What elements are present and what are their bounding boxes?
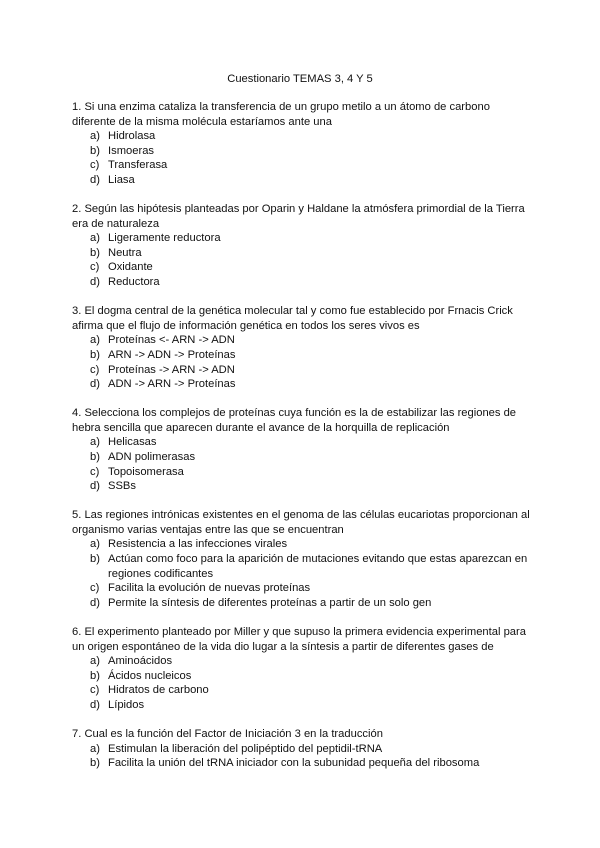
question-text: 4. Selecciona los complejos de proteínas cuya función es la de estabilizar las regiones de hebra sencilla que aparecen durante el avance de la horquilla de replicación <box>72 407 517 434</box>
option-text: SSBs <box>108 480 136 493</box>
answer-option <box>72 698 534 713</box>
answer-options <box>72 333 534 391</box>
option-text: Liasa <box>108 173 135 186</box>
option-letter: a) <box>90 742 100 755</box>
option-letter: a) <box>90 655 100 668</box>
option-letter: b) <box>90 757 100 770</box>
answer-option <box>72 465 534 480</box>
option-text: Reductora <box>108 276 160 289</box>
option-letter: d) <box>90 276 100 289</box>
answer-option <box>72 377 534 392</box>
option-text: Helicasas <box>108 436 157 449</box>
answer-option <box>72 581 534 596</box>
answer-option <box>72 654 534 669</box>
option-text: Proteínas -> ARN -> ADN <box>108 363 235 376</box>
answer-option <box>72 537 534 552</box>
option-text: Aminoácidos <box>108 655 173 668</box>
option-letter: d) <box>90 596 100 609</box>
option-letter: b) <box>90 246 100 259</box>
question-text: 5. Las regiones intrónicas existentes en el genoma de las células eucariotas proporcionan al organismo varias ventajas entre las que se encuentran <box>72 509 530 536</box>
option-letter: c) <box>90 363 100 376</box>
option-letter: b) <box>90 348 100 361</box>
document-title: Cuestionario TEMAS 3, 4 Y 5 <box>227 73 373 85</box>
option-letter: c) <box>90 684 100 697</box>
answer-option <box>72 596 534 611</box>
option-letter: b) <box>90 450 100 463</box>
option-text: ARN -> ADN -> Proteínas <box>108 348 236 361</box>
option-text: Neutra <box>108 246 142 259</box>
option-text: Hidratos de carbono <box>108 684 209 697</box>
answer-option <box>72 683 534 698</box>
option-text: Ismoeras <box>108 144 155 157</box>
option-text: Proteínas <- ARN -> ADN <box>108 334 235 347</box>
question-4 <box>72 406 534 494</box>
question-text: 2. Según las hipótesis planteadas por Oparin y Haldane la atmósfera primordial de la Tierra era de naturaleza <box>72 203 525 230</box>
answer-option <box>72 231 534 246</box>
option-letter: d) <box>90 480 100 493</box>
option-text: Oxidante <box>108 261 153 274</box>
option-text: ADN polimerasas <box>108 450 196 463</box>
option-letter: b) <box>90 553 100 566</box>
answer-option <box>72 552 534 581</box>
option-letter: c) <box>90 582 100 595</box>
answer-option <box>72 144 534 159</box>
question-text: 7. Cual es la función del Factor de Iniciación 3 en la traducción <box>72 727 383 740</box>
answer-option <box>72 260 534 275</box>
option-letter: d) <box>90 698 100 711</box>
question-6 <box>72 625 534 713</box>
option-text: Ácidos nucleicos <box>108 669 192 682</box>
question-5 <box>72 508 534 610</box>
answer-option <box>72 275 534 290</box>
option-letter: d) <box>90 378 100 391</box>
option-text: Lípidos <box>108 698 145 711</box>
option-letter: d) <box>90 173 100 186</box>
answer-option <box>72 333 534 348</box>
answer-option <box>72 435 534 450</box>
option-text: ADN -> ARN -> Proteínas <box>108 378 236 391</box>
option-text: Estimulan la liberación del polipéptido del peptidil-tRNA <box>108 742 383 755</box>
option-text: Facilita la unión del tRNA iniciador con la subunidad pequeña del ribosoma <box>108 757 480 770</box>
option-letter: a) <box>90 130 100 143</box>
option-letter: c) <box>90 465 100 478</box>
question-2 <box>72 202 534 290</box>
answer-option <box>72 669 534 684</box>
answer-option <box>72 756 534 771</box>
answer-option <box>72 246 534 261</box>
option-text: Topoisomerasa <box>108 465 184 478</box>
option-text: Actúan como foco para la aparición de mutaciones evitando que estas aparezcan en regiones codificantes <box>108 553 528 580</box>
answer-options <box>72 231 534 289</box>
option-text: Permite la síntesis de diferentes proteínas a partir de un solo gen <box>108 596 432 609</box>
option-letter: b) <box>90 669 100 682</box>
option-text: Transferasa <box>108 159 168 172</box>
answer-options <box>72 654 534 712</box>
answer-option <box>72 479 534 494</box>
question-7 <box>72 727 534 771</box>
question-3 <box>72 304 534 392</box>
option-letter: b) <box>90 144 100 157</box>
answer-option <box>72 158 534 173</box>
question-1 <box>72 100 534 188</box>
question-list <box>72 100 534 785</box>
answer-options <box>72 435 534 493</box>
answer-options <box>72 129 534 187</box>
option-text: Facilita la evolución de nuevas proteínas <box>108 582 311 595</box>
option-letter: a) <box>90 232 100 245</box>
answer-option <box>72 129 534 144</box>
question-text: 3. El dogma central de la genética molecular tal y como fue establecido por Frnacis Crick afirma que el flujo de información genética en todos los seres vivos es <box>72 305 513 332</box>
option-text: Hidrolasa <box>108 130 156 143</box>
option-letter: a) <box>90 334 100 347</box>
option-letter: a) <box>90 538 100 551</box>
answer-option <box>72 450 534 465</box>
answer-option <box>72 363 534 378</box>
option-letter: a) <box>90 436 100 449</box>
question-text: 1. Si una enzima cataliza la transferencia de un grupo metilo a un átomo de carbono diferente de la misma molécula estaríamos ante una <box>72 101 490 128</box>
question-text: 6. El experimento planteado por Miller y que supuso la primera evidencia experimental para un origen espontáneo de la vida dio lugar a la síntesis a partir de diferentes gases de <box>72 625 526 653</box>
option-letter: c) <box>90 159 100 172</box>
answer-option <box>72 173 534 188</box>
answer-option <box>72 348 534 363</box>
answer-options <box>72 537 534 610</box>
option-letter: c) <box>90 261 100 274</box>
option-text: Ligeramente reductora <box>108 232 221 245</box>
answer-options <box>72 742 534 771</box>
option-text: Resistencia a las infecciones virales <box>108 538 288 551</box>
answer-option <box>72 742 534 757</box>
